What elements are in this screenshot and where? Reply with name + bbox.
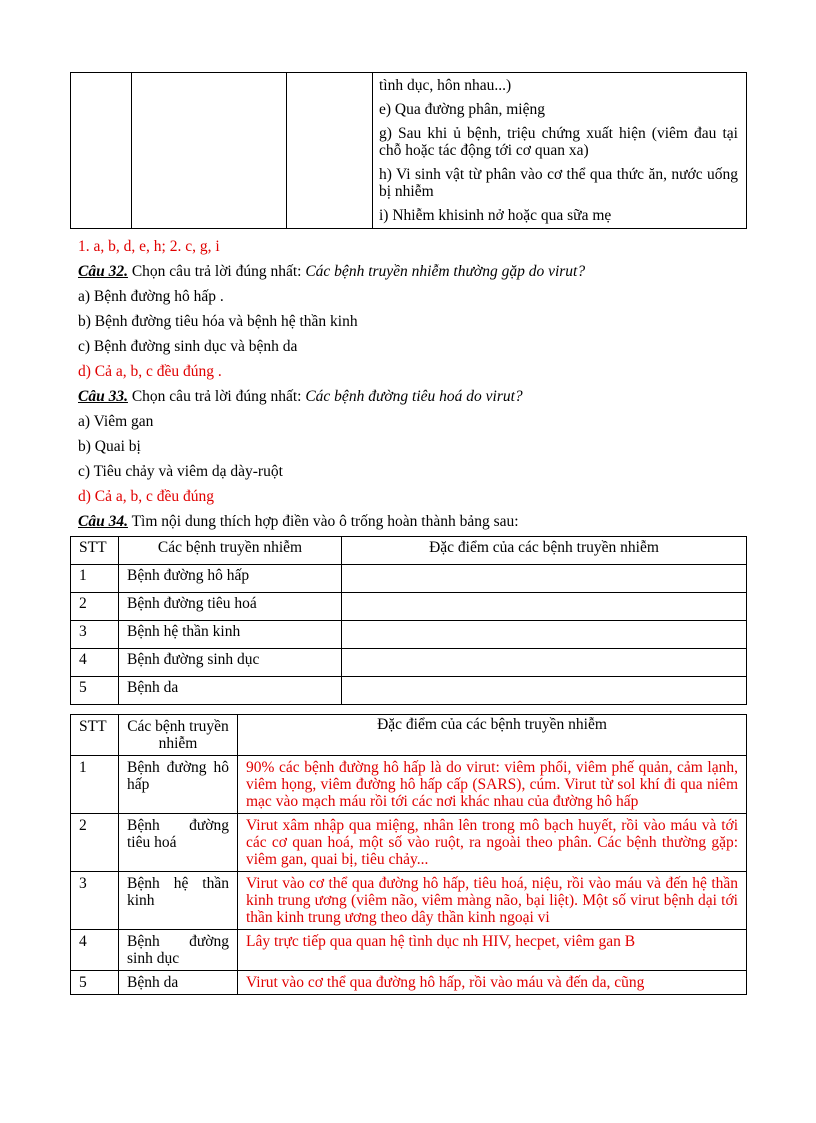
disease-cell <box>119 814 238 872</box>
disease-cell: Bệnh đường tiêu hoá <box>119 593 342 621</box>
question-prompt: Tìm nội dung thích hợp điền vào ô trống hoàn thành bảng sau: <box>127 513 519 530</box>
option-b: b) Bệnh đường tiêu hóa và bệnh hệ thần kinh <box>78 313 358 330</box>
transmission-list-cell <box>373 73 747 229</box>
table-row <box>71 756 747 814</box>
table-row <box>71 814 747 872</box>
empty-cell <box>132 73 287 229</box>
question-label: Câu 33. <box>78 388 128 405</box>
table-row <box>71 971 747 995</box>
option-c: c) Bệnh đường sinh dục và bệnh da <box>78 338 298 355</box>
answer-32: d) Cả a, b, c đều đúng . <box>78 363 222 380</box>
disease-name: Bệnh đường sinh dục <box>127 933 229 967</box>
header-stt: STT <box>71 715 119 756</box>
question-label: Câu 34. <box>78 513 128 530</box>
header-disease: Các bệnh truyền nhiễm <box>119 715 238 756</box>
empty-cell <box>287 73 373 229</box>
stt-cell: 5 <box>71 677 119 705</box>
answer-33: d) Cả a, b, c đều đúng <box>78 488 215 505</box>
blank-disease-table <box>70 536 747 705</box>
disease-cell <box>119 971 238 995</box>
stt-cell: 5 <box>71 971 119 995</box>
disease-cell: Bệnh hệ thần kinh <box>119 621 342 649</box>
disease-cell: Bệnh da <box>119 677 342 705</box>
blank-cell <box>342 649 747 677</box>
table-row <box>71 73 747 229</box>
disease-name: Bệnh da <box>127 974 179 991</box>
question-34 <box>78 512 519 532</box>
option-a: a) Viêm gan <box>78 413 154 430</box>
characteristics-cell: Virut vào cơ thể qua đường hô hấp, tiêu hoá, niệu, rồi vào máu và đến hệ thần kinh trung ương (viêm não, viêm màng não, bại liệt). Một số virut bệnh dại tới thần kinh trung ương theo dây thần kinh ngoại vi <box>238 872 747 930</box>
table-row <box>71 677 747 705</box>
empty-cell <box>71 73 132 229</box>
disease-name: Bệnh đường tiêu hoá <box>127 817 229 851</box>
disease-cell: Bệnh đường hô hấp <box>119 565 342 593</box>
table-row <box>71 872 747 930</box>
characteristics-cell: 90% các bệnh đường hô hấp là do virut: viêm phổi, viêm phế quản, cảm lạnh, viêm họng, viêm đường hô hấp cấp (SARS), cúm. Virut từ sol khí đi qua niêm mạc vào mạch máu rồi tới các nơi khác nhau của đường hô hấp <box>238 756 747 814</box>
header-characteristics: Đặc điểm của các bệnh truyền nhiễm <box>342 537 747 565</box>
continuation-table <box>70 72 747 229</box>
disease-name: Bệnh đường hô hấp <box>127 759 229 793</box>
table-row <box>71 649 747 677</box>
answer-disease-table <box>70 714 747 995</box>
stt-cell: 4 <box>71 649 119 677</box>
option-c: c) Tiêu chảy và viêm dạ dày-ruột <box>78 463 283 480</box>
list-item: h) Vi sinh vật từ phân vào cơ thể qua thức ăn, nước uống bị nhiễm <box>379 166 738 200</box>
header-stt: STT <box>71 537 119 565</box>
option-a: a) Bệnh đường hô hấp . <box>78 288 224 305</box>
stt-cell: 2 <box>71 593 119 621</box>
header-characteristics: Đặc điểm của các bệnh truyền nhiễm <box>238 715 747 756</box>
table-header-row <box>71 715 747 756</box>
list-item: g) Sau khi ủ bệnh, triệu chứng xuất hiện (viêm đau tại chỗ hoặc tác động tới cơ quan xa) <box>379 125 738 159</box>
blank-cell <box>342 621 747 649</box>
question-text: Các bệnh đường tiêu hoá do virut? <box>305 388 523 405</box>
table-header-row <box>71 537 747 565</box>
list-item: tình dục, hôn nhau...) <box>379 77 512 94</box>
stt-cell: 3 <box>71 621 119 649</box>
table-row <box>71 621 747 649</box>
stt-cell: 3 <box>71 872 119 930</box>
disease-cell: Bệnh đường sinh dục <box>119 649 342 677</box>
characteristics-cell: Virut vào cơ thể qua đường hô hấp, rồi vào máu và đến da, cũng <box>238 971 747 995</box>
list-item: i) Nhiễm khisinh nở hoặc qua sữa mẹ <box>379 207 612 224</box>
question-prompt: Chọn câu trả lời đúng nhất: <box>127 388 306 405</box>
stt-cell: 4 <box>71 930 119 971</box>
disease-cell <box>119 872 238 930</box>
blank-cell <box>342 677 747 705</box>
option-b: b) Quai bị <box>78 438 141 455</box>
table-row <box>71 565 747 593</box>
disease-name: Bệnh hệ thần kinh <box>127 875 229 909</box>
question-32 <box>78 262 585 282</box>
table-row <box>71 930 747 971</box>
list-item: e) Qua đường phân, miệng <box>379 101 545 118</box>
stt-cell: 1 <box>71 565 119 593</box>
answer-31: 1. a, b, d, e, h; 2. c, g, i <box>78 238 220 255</box>
table-row <box>71 593 747 621</box>
characteristics-cell: Virut xâm nhập qua miệng, nhân lên trong mô bạch huyết, rồi vào máu và tới các cơ quan hoá, một số vào ruột, ra ngoài theo phân. Các bệnh thường gặp: viêm gan, quai bị, tiêu chảy... <box>238 814 747 872</box>
disease-cell <box>119 930 238 971</box>
question-text: Các bệnh truyền nhiễm thường gặp do virut? <box>305 263 586 280</box>
blank-cell <box>342 565 747 593</box>
stt-cell: 1 <box>71 756 119 814</box>
blank-cell <box>342 593 747 621</box>
disease-cell <box>119 756 238 814</box>
stt-cell: 2 <box>71 814 119 872</box>
question-prompt: Chọn câu trả lời đúng nhất: <box>127 263 306 280</box>
characteristics-cell: Lây trực tiếp qua quan hệ tình dục nh HIV, hecpet, viêm gan B <box>238 930 747 971</box>
header-disease: Các bệnh truyền nhiễm <box>119 537 342 565</box>
question-label: Câu 32. <box>78 263 128 280</box>
question-33 <box>78 387 523 407</box>
